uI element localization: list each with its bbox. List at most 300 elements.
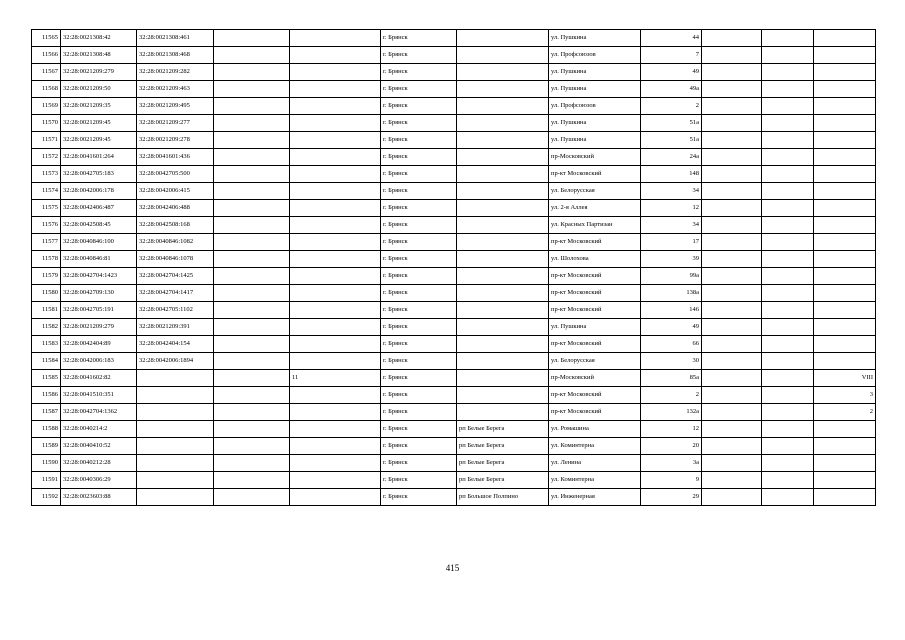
house-number-cell: 34 <box>641 183 702 200</box>
city-cell: г. Брянск <box>381 234 457 251</box>
column-5-cell <box>290 81 381 98</box>
record-number-cell: 11584 <box>32 353 61 370</box>
column-5-cell <box>290 132 381 149</box>
related-cadastral-number-cell <box>137 404 214 421</box>
settlement-cell: рп Большое Полпино <box>457 489 549 506</box>
related-cadastral-number-cell: 32:28:0042406:488 <box>137 200 214 217</box>
column-11-cell <box>762 64 814 81</box>
column-4-cell <box>214 370 290 387</box>
column-5-cell <box>290 438 381 455</box>
record-number-cell: 11573 <box>32 166 61 183</box>
settlement-cell <box>457 132 549 149</box>
cadastral-number-cell: 32:28:0021308:48 <box>61 47 137 64</box>
city-cell: г. Брянск <box>381 200 457 217</box>
house-number-cell: 148 <box>641 166 702 183</box>
column-12-cell <box>814 472 876 489</box>
cadastral-number-cell: 32:28:0042709:130 <box>61 285 137 302</box>
settlement-cell <box>457 64 549 81</box>
city-cell: г. Брянск <box>381 302 457 319</box>
related-cadastral-number-cell <box>137 421 214 438</box>
column-4-cell <box>214 81 290 98</box>
column-10-cell <box>702 438 762 455</box>
column-10-cell <box>702 47 762 64</box>
city-cell: г. Брянск <box>381 132 457 149</box>
settlement-cell: рп Белые Берега <box>457 455 549 472</box>
register-table <box>31 29 876 506</box>
column-10-cell <box>702 353 762 370</box>
table-row <box>32 183 876 200</box>
related-cadastral-number-cell: 32:28:0042006:1894 <box>137 353 214 370</box>
column-12-cell <box>814 30 876 47</box>
table-row <box>32 319 876 336</box>
column-11-cell <box>762 370 814 387</box>
column-10-cell <box>702 370 762 387</box>
record-number-cell: 11579 <box>32 268 61 285</box>
record-number-cell: 11568 <box>32 81 61 98</box>
street-cell: ул. Красных Партизан <box>549 217 641 234</box>
settlement-cell <box>457 30 549 47</box>
table-row <box>32 234 876 251</box>
table-row <box>32 115 876 132</box>
settlement-cell <box>457 98 549 115</box>
settlement-cell <box>457 234 549 251</box>
settlement-cell <box>457 200 549 217</box>
column-10-cell <box>702 166 762 183</box>
column-10-cell <box>702 302 762 319</box>
column-4-cell <box>214 404 290 421</box>
related-cadastral-number-cell: 32:28:0021209:277 <box>137 115 214 132</box>
column-12-cell <box>814 64 876 81</box>
cadastral-number-cell: 32:28:0040212:28 <box>61 455 137 472</box>
column-10-cell <box>702 64 762 81</box>
city-cell: г. Брянск <box>381 47 457 64</box>
settlement-cell <box>457 319 549 336</box>
column-11-cell <box>762 98 814 115</box>
record-number-cell: 11582 <box>32 319 61 336</box>
cadastral-number-cell: 32:28:0042404:89 <box>61 336 137 353</box>
column-4-cell <box>214 200 290 217</box>
cadastral-number-cell: 32:28:0040306:29 <box>61 472 137 489</box>
record-number-cell: 11583 <box>32 336 61 353</box>
city-cell: г. Брянск <box>381 455 457 472</box>
column-10-cell <box>702 285 762 302</box>
city-cell: г. Брянск <box>381 98 457 115</box>
column-4-cell <box>214 421 290 438</box>
column-4-cell <box>214 268 290 285</box>
related-cadastral-number-cell: 32:28:0042704:1417 <box>137 285 214 302</box>
related-cadastral-number-cell: 32:28:0021308:461 <box>137 30 214 47</box>
table-row <box>32 336 876 353</box>
settlement-cell <box>457 370 549 387</box>
record-number-cell: 11565 <box>32 30 61 47</box>
column-5-cell <box>290 285 381 302</box>
settlement-cell <box>457 166 549 183</box>
column-5-cell <box>290 455 381 472</box>
column-5-cell <box>290 149 381 166</box>
street-cell: ул. Профсоюзов <box>549 98 641 115</box>
column-10-cell <box>702 455 762 472</box>
street-cell: пр-кт Московский <box>549 387 641 404</box>
street-cell: ул. Коминтерна <box>549 472 641 489</box>
column-5-cell <box>290 217 381 234</box>
column-5-cell <box>290 115 381 132</box>
cadastral-number-cell: 32:28:0041510:351 <box>61 387 137 404</box>
column-11-cell <box>762 404 814 421</box>
column-12-cell <box>814 166 876 183</box>
related-cadastral-number-cell: 32:28:0021209:391 <box>137 319 214 336</box>
house-number-cell: 66 <box>641 336 702 353</box>
cadastral-number-cell: 32:28:0041601:264 <box>61 149 137 166</box>
street-cell: пр-кт Московский <box>549 404 641 421</box>
column-4-cell <box>214 115 290 132</box>
column-12-cell <box>814 268 876 285</box>
house-number-cell: 51а <box>641 132 702 149</box>
column-10-cell <box>702 149 762 166</box>
column-12-cell <box>814 47 876 64</box>
record-number-cell: 11572 <box>32 149 61 166</box>
column-10-cell <box>702 115 762 132</box>
city-cell: г. Брянск <box>381 166 457 183</box>
column-12-cell <box>814 455 876 472</box>
related-cadastral-number-cell: 32:28:0021209:495 <box>137 98 214 115</box>
table-row <box>32 200 876 217</box>
record-number-cell: 11589 <box>32 438 61 455</box>
street-cell: пр-кт Московский <box>549 268 641 285</box>
column-11-cell <box>762 387 814 404</box>
house-number-cell: 146 <box>641 302 702 319</box>
city-cell: г. Брянск <box>381 353 457 370</box>
column-4-cell <box>214 387 290 404</box>
settlement-cell <box>457 404 549 421</box>
column-4-cell <box>214 336 290 353</box>
related-cadastral-number-cell: 32:28:0021209:278 <box>137 132 214 149</box>
column-4-cell <box>214 251 290 268</box>
table-row <box>32 285 876 302</box>
column-4-cell <box>214 132 290 149</box>
column-10-cell <box>702 421 762 438</box>
record-number-cell: 11585 <box>32 370 61 387</box>
column-11-cell <box>762 336 814 353</box>
house-number-cell: 99а <box>641 268 702 285</box>
record-number-cell: 11588 <box>32 421 61 438</box>
column-10-cell <box>702 268 762 285</box>
street-cell: ул. Пушкина <box>549 132 641 149</box>
street-cell: ул. Шолохова <box>549 251 641 268</box>
column-11-cell <box>762 166 814 183</box>
street-cell: ул. Белорусская <box>549 183 641 200</box>
house-number-cell: 49 <box>641 319 702 336</box>
column-4-cell <box>214 302 290 319</box>
house-number-cell: 85а <box>641 370 702 387</box>
settlement-cell <box>457 336 549 353</box>
column-12-cell <box>814 183 876 200</box>
column-12-cell <box>814 302 876 319</box>
house-number-cell: 2 <box>641 98 702 115</box>
street-cell: пр-кт Московский <box>549 302 641 319</box>
column-4-cell <box>214 455 290 472</box>
city-cell: г. Брянск <box>381 149 457 166</box>
city-cell: г. Брянск <box>381 64 457 81</box>
column-4-cell <box>214 166 290 183</box>
table-row <box>32 149 876 166</box>
column-12-cell <box>814 336 876 353</box>
column-5-cell <box>290 268 381 285</box>
house-number-cell: 29 <box>641 489 702 506</box>
cadastral-number-cell: 32:28:0021209:45 <box>61 115 137 132</box>
column-5-cell <box>290 30 381 47</box>
related-cadastral-number-cell: 32:28:0042705:500 <box>137 166 214 183</box>
column-5-cell <box>290 200 381 217</box>
related-cadastral-number-cell <box>137 472 214 489</box>
house-number-cell: 30 <box>641 353 702 370</box>
column-5-cell <box>290 47 381 64</box>
column-12-cell <box>814 251 876 268</box>
table-row <box>32 47 876 64</box>
column-10-cell <box>702 387 762 404</box>
column-5-cell <box>290 353 381 370</box>
related-cadastral-number-cell: 32:28:0021308:468 <box>137 47 214 64</box>
related-cadastral-number-cell: 32:28:0042704:1425 <box>137 268 214 285</box>
column-11-cell <box>762 438 814 455</box>
city-cell: г. Брянск <box>381 319 457 336</box>
column-11-cell <box>762 489 814 506</box>
column-12-cell <box>814 149 876 166</box>
column-5-cell <box>290 64 381 81</box>
city-cell: г. Брянск <box>381 115 457 132</box>
column-10-cell <box>702 251 762 268</box>
table-row <box>32 302 876 319</box>
record-number-cell: 11578 <box>32 251 61 268</box>
related-cadastral-number-cell: 32:28:0041601:436 <box>137 149 214 166</box>
related-cadastral-number-cell: 32:28:0021209:463 <box>137 81 214 98</box>
column-4-cell <box>214 489 290 506</box>
settlement-cell <box>457 285 549 302</box>
related-cadastral-number-cell: 32:28:0042508:168 <box>137 217 214 234</box>
cadastral-number-cell: 32:28:0042006:183 <box>61 353 137 370</box>
cadastral-number-cell: 32:28:0021209:279 <box>61 319 137 336</box>
column-4-cell <box>214 472 290 489</box>
column-5-cell <box>290 336 381 353</box>
column-4-cell <box>214 353 290 370</box>
settlement-cell <box>457 115 549 132</box>
cadastral-number-cell: 32:28:0023603:88 <box>61 489 137 506</box>
house-number-cell: 12 <box>641 421 702 438</box>
column-12-cell <box>814 489 876 506</box>
street-cell: ул. Инженерная <box>549 489 641 506</box>
street-cell: ул. Ромашина <box>549 421 641 438</box>
table-row <box>32 166 876 183</box>
column-11-cell <box>762 115 814 132</box>
related-cadastral-number-cell <box>137 387 214 404</box>
cadastral-number-cell: 32:28:0040846:100 <box>61 234 137 251</box>
column-4-cell <box>214 285 290 302</box>
record-number-cell: 11586 <box>32 387 61 404</box>
street-cell: ул. Профсоюзов <box>549 47 641 64</box>
column-10-cell <box>702 472 762 489</box>
column-4-cell <box>214 319 290 336</box>
city-cell: г. Брянск <box>381 370 457 387</box>
city-cell: г. Брянск <box>381 387 457 404</box>
column-11-cell <box>762 47 814 64</box>
house-number-cell: 7 <box>641 47 702 64</box>
record-number-cell: 11569 <box>32 98 61 115</box>
column-12-cell <box>814 285 876 302</box>
column-4-cell <box>214 149 290 166</box>
column-11-cell <box>762 353 814 370</box>
column-5-cell <box>290 489 381 506</box>
column-12-cell <box>814 115 876 132</box>
column-11-cell <box>762 132 814 149</box>
column-12-cell <box>814 319 876 336</box>
column-5-cell <box>290 234 381 251</box>
column-11-cell <box>762 302 814 319</box>
column-12-cell <box>814 438 876 455</box>
city-cell: г. Брянск <box>381 336 457 353</box>
related-cadastral-number-cell: 32:28:0042006:415 <box>137 183 214 200</box>
column-10-cell <box>702 30 762 47</box>
house-number-cell: 49 <box>641 64 702 81</box>
record-number-cell: 11567 <box>32 64 61 81</box>
city-cell: г. Брянск <box>381 404 457 421</box>
street-cell: ул. Коминтерна <box>549 438 641 455</box>
record-number-cell: 11571 <box>32 132 61 149</box>
table-row <box>32 438 876 455</box>
city-cell: г. Брянск <box>381 438 457 455</box>
column-12-cell: 3 <box>814 387 876 404</box>
column-10-cell <box>702 98 762 115</box>
table-row <box>32 30 876 47</box>
house-number-cell: 2 <box>641 387 702 404</box>
cadastral-number-cell: 32:28:0021308:42 <box>61 30 137 47</box>
city-cell: г. Брянск <box>381 421 457 438</box>
settlement-cell: рп Белые Берега <box>457 421 549 438</box>
column-11-cell <box>762 200 814 217</box>
cadastral-number-cell: 32:28:0042006:178 <box>61 183 137 200</box>
city-cell: г. Брянск <box>381 183 457 200</box>
table-row <box>32 404 876 421</box>
column-12-cell <box>814 200 876 217</box>
record-number-cell: 11580 <box>32 285 61 302</box>
column-11-cell <box>762 285 814 302</box>
column-11-cell <box>762 183 814 200</box>
street-cell: пр-Московский <box>549 149 641 166</box>
street-cell: пр-кт Московский <box>549 336 641 353</box>
column-4-cell <box>214 234 290 251</box>
related-cadastral-number-cell: 32:28:0021209:282 <box>137 64 214 81</box>
cadastral-number-cell: 32:28:0040214:2 <box>61 421 137 438</box>
column-4-cell <box>214 98 290 115</box>
column-4-cell <box>214 47 290 64</box>
column-10-cell <box>702 132 762 149</box>
column-10-cell <box>702 336 762 353</box>
street-cell: ул. 2-я Аллея <box>549 200 641 217</box>
city-cell: г. Брянск <box>381 217 457 234</box>
column-10-cell <box>702 404 762 421</box>
house-number-cell: 132а <box>641 404 702 421</box>
column-12-cell <box>814 98 876 115</box>
table-row <box>32 370 876 387</box>
column-11-cell <box>762 217 814 234</box>
column-11-cell <box>762 421 814 438</box>
column-10-cell <box>702 489 762 506</box>
settlement-cell <box>457 149 549 166</box>
cadastral-number-cell: 32:28:0021209:279 <box>61 64 137 81</box>
table-row <box>32 81 876 98</box>
street-cell: ул. Пушкина <box>549 81 641 98</box>
house-number-cell: 20 <box>641 438 702 455</box>
table-row <box>32 387 876 404</box>
column-12-cell <box>814 421 876 438</box>
record-number-cell: 11581 <box>32 302 61 319</box>
table-row <box>32 132 876 149</box>
column-12-cell <box>814 217 876 234</box>
column-12-cell <box>814 132 876 149</box>
column-11-cell <box>762 149 814 166</box>
cadastral-number-cell: 32:28:0042704:1423 <box>61 268 137 285</box>
street-cell: пр-кт Московский <box>549 166 641 183</box>
settlement-cell <box>457 251 549 268</box>
street-cell: ул. Ленина <box>549 455 641 472</box>
settlement-cell <box>457 217 549 234</box>
street-cell: ул. Пушкина <box>549 115 641 132</box>
table-row <box>32 472 876 489</box>
house-number-cell: 44 <box>641 30 702 47</box>
column-11-cell <box>762 472 814 489</box>
column-12-cell: VIII <box>814 370 876 387</box>
column-10-cell <box>702 183 762 200</box>
record-number-cell: 11570 <box>32 115 61 132</box>
column-12-cell <box>814 234 876 251</box>
settlement-cell <box>457 387 549 404</box>
settlement-cell <box>457 353 549 370</box>
street-cell: ул. Пушкина <box>549 319 641 336</box>
cadastral-number-cell: 32:28:0021209:50 <box>61 81 137 98</box>
column-10-cell <box>702 81 762 98</box>
column-5-cell <box>290 404 381 421</box>
street-cell: ул. Пушкина <box>549 64 641 81</box>
column-5-cell <box>290 302 381 319</box>
cadastral-number-cell: 32:28:0042705:191 <box>61 302 137 319</box>
house-number-cell: 12 <box>641 200 702 217</box>
settlement-cell: рп Белые Берега <box>457 438 549 455</box>
column-11-cell <box>762 268 814 285</box>
city-cell: г. Брянск <box>381 30 457 47</box>
city-cell: г. Брянск <box>381 472 457 489</box>
cadastral-number-cell: 32:28:0042406:487 <box>61 200 137 217</box>
table-row <box>32 489 876 506</box>
column-11-cell <box>762 234 814 251</box>
related-cadastral-number-cell: 32:28:0042404:154 <box>137 336 214 353</box>
street-cell: ул. Белорусская <box>549 353 641 370</box>
record-number-cell: 11566 <box>32 47 61 64</box>
record-number-cell: 11590 <box>32 455 61 472</box>
column-12-cell <box>814 81 876 98</box>
street-cell: пр-Московский <box>549 370 641 387</box>
column-10-cell <box>702 217 762 234</box>
house-number-cell: 24а <box>641 149 702 166</box>
house-number-cell: 17 <box>641 234 702 251</box>
column-5-cell <box>290 183 381 200</box>
column-11-cell <box>762 319 814 336</box>
table-row <box>32 64 876 81</box>
cadastral-number-cell: 32:28:0021209:45 <box>61 132 137 149</box>
cadastral-number-cell: 32:28:0040846:81 <box>61 251 137 268</box>
table-row <box>32 353 876 370</box>
record-number-cell: 11591 <box>32 472 61 489</box>
record-number-cell: 11587 <box>32 404 61 421</box>
column-12-cell <box>814 353 876 370</box>
record-number-cell: 11575 <box>32 200 61 217</box>
